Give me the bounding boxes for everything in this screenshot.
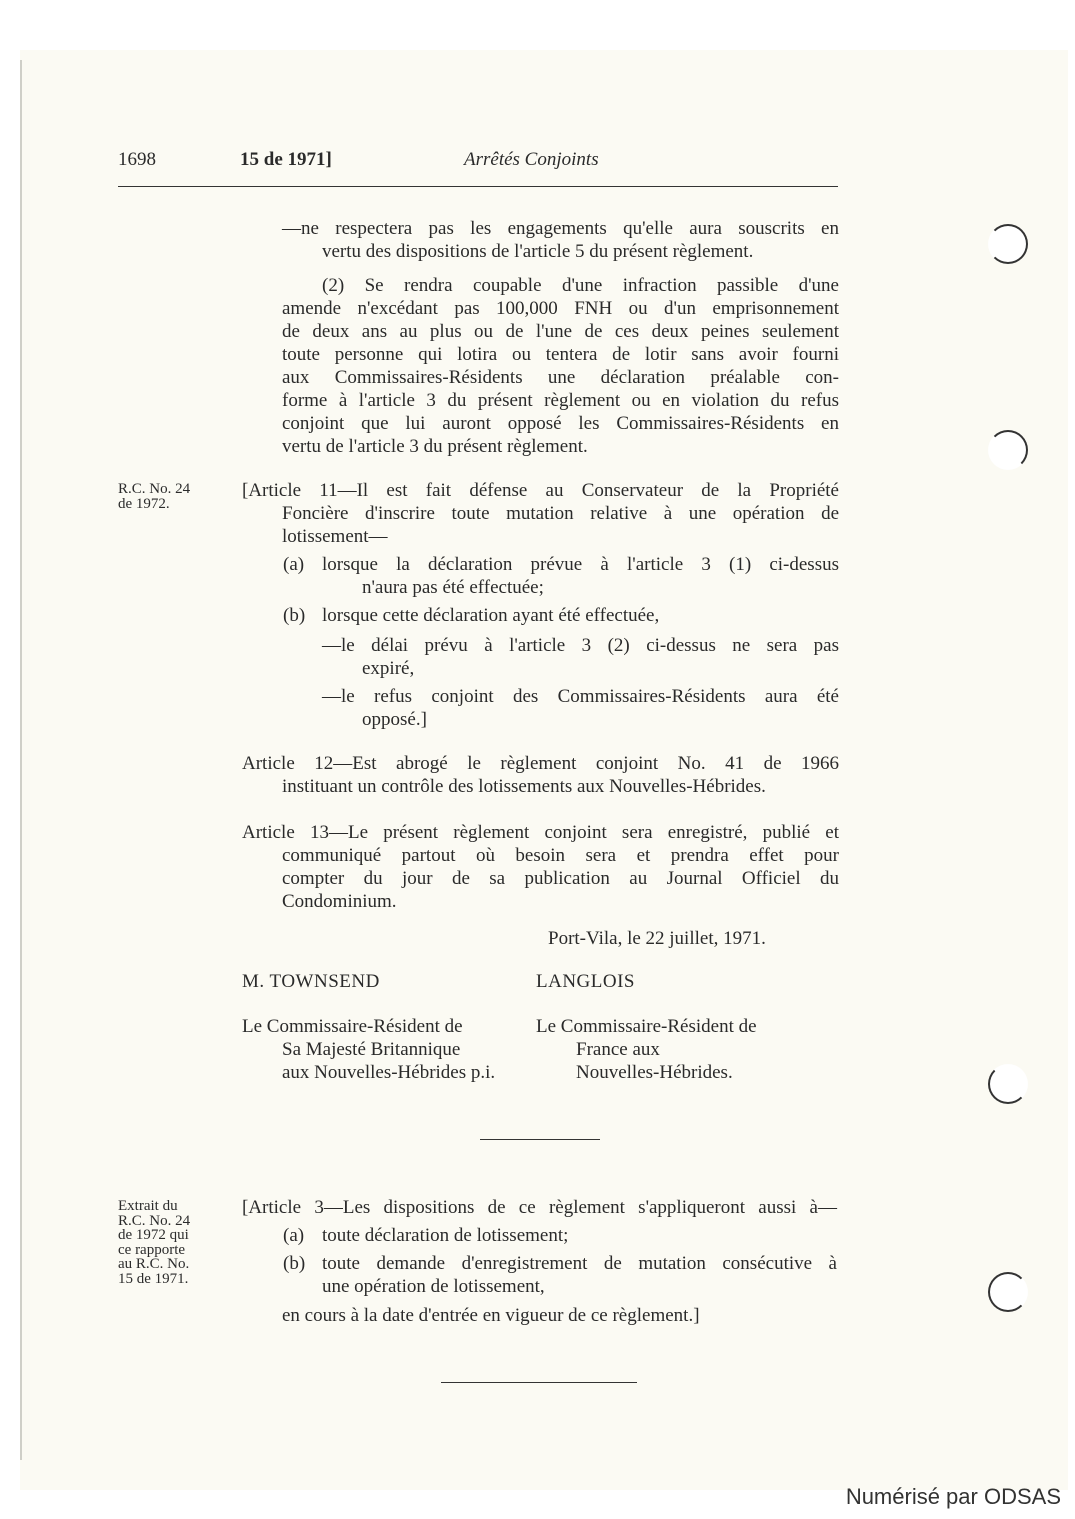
signatory-left-title-2: Sa Majesté Britannique <box>282 1039 461 1060</box>
article11-line-3: lotissement— <box>282 526 388 547</box>
signatory-right-title-3: Nouvelles-Hébrides. <box>576 1062 733 1083</box>
binder-hole-2 <box>988 430 1028 470</box>
binder-hole-3 <box>988 1064 1028 1104</box>
para2-line-8: vertu de l'article 3 du présent règlement. <box>282 436 588 457</box>
page-number: 1698 <box>118 149 156 170</box>
binder-hole-4 <box>988 1272 1028 1312</box>
para2-line-1: (2) Se rendra coupable d'une infraction passible d'une <box>322 275 839 296</box>
margin-note-2-line: de 1972 qui <box>118 1227 189 1243</box>
place-date: Port-Vila, le 22 juillet, 1971. <box>548 928 766 949</box>
article3-a-line-1: toute déclaration de lotissement; <box>322 1225 569 1246</box>
article11-dash2-line-2: opposé.] <box>362 709 427 730</box>
margin-note-2-line: Extrait du <box>118 1198 178 1214</box>
para1-line-2: vertu des dispositions de l'article 5 du présent règlement. <box>322 241 754 262</box>
article12-line-2: instituant un contrôle des lotissements aux Nouvelles-Hébrides. <box>282 776 766 797</box>
margin-note-1-line: R.C. No. 24 <box>118 481 191 497</box>
article11-line-1: [Article 11—Il est fait défense au Conservateur de la Propriété <box>242 480 839 501</box>
end-rule <box>441 1382 637 1383</box>
signatory-right-title-2: France aux <box>576 1039 660 1060</box>
signatory-right-title-1: Le Commissaire-Résident de <box>536 1016 757 1037</box>
article11-a-line-2: n'aura pas été effectuée; <box>362 577 544 598</box>
article11-b-label: (b) <box>283 605 306 626</box>
article3-b-line-2: une opération de lotissement, <box>322 1276 545 1297</box>
margin-note-2-line: au R.C. No. <box>118 1256 190 1272</box>
article13-line-1: Article 13—Le présent règlement conjoint sera enregistré, publié et <box>242 822 839 843</box>
article11-b-line-1: lorsque cette déclaration ayant été effectuée, <box>322 605 660 626</box>
margin-note-2 <box>118 1199 190 1286</box>
margin-note-1 <box>118 482 190 511</box>
article3-b-label: (b) <box>283 1253 306 1274</box>
para2-line-3: de deux ans au plus ou de l'une de ces deux peines seulement <box>282 321 839 342</box>
article3-line-1: [Article 3—Les dispositions de ce règlement s'appliqueront aussi à— <box>242 1197 837 1218</box>
para2-line-7: conjoint que lui auront opposé les Commissaires-Résidents en <box>282 413 839 434</box>
signatory-right-name: LANGLOIS <box>536 971 635 992</box>
signatory-left-name: M. TOWNSEND <box>242 971 380 992</box>
article3-b-line-1: toute demande d'enregistrement de mutation consécutive à <box>322 1253 837 1274</box>
article13-line-3: compter du jour de sa publication au Journal Officiel du <box>282 868 839 889</box>
header-title: Arrêtés Conjoints <box>464 149 599 170</box>
margin-note-2-line: 15 de 1971. <box>118 1270 189 1287</box>
signatory-left-title-1: Le Commissaire-Résident de <box>242 1016 463 1037</box>
article11-line-2: Foncière d'inscrire toute mutation relative à une opération de <box>282 503 839 524</box>
para2-line-4: toute personne qui lotira ou tentera de lotir sans avoir fourni <box>282 344 839 365</box>
para2-line-6: forme à l'article 3 du présent règlement ou en violation du refus <box>282 390 839 411</box>
article11-dash1-line-1: —le délai prévu à l'article 3 (2) ci-dessus ne sera pas <box>322 635 839 656</box>
section-divider <box>480 1139 600 1140</box>
article11-a-label: (a) <box>283 554 305 575</box>
article11-a-line-1: lorsque la déclaration prévue à l'article 3 (1) ci-dessus <box>322 554 839 575</box>
article12-line-1: Article 12—Est abrogé le règlement conjoint No. 41 de 1966 <box>242 753 839 774</box>
para1-line-1: —ne respectera pas les engagements qu'elle aura souscrits en <box>282 218 839 239</box>
article13-line-4: Condominium. <box>282 891 397 912</box>
para2-line-2: amende n'excédant pas 100,000 FNH ou d'un emprisonnement <box>282 298 839 319</box>
article3-a-label: (a) <box>283 1225 305 1246</box>
article11-dash2-line-1: —le refus conjoint des Commissaires-Résidents aura été <box>322 686 839 707</box>
article3-closing: en cours à la date d'entrée en vigueur de ce règlement.] <box>282 1305 700 1326</box>
header-reference: 15 de 1971] <box>240 149 332 170</box>
header-rule <box>118 186 838 187</box>
margin-note-1-line: de 1972. <box>118 495 170 512</box>
article13-line-2: communiqué partout où besoin sera et prendra effet pour <box>282 845 839 866</box>
digitization-watermark: Numérisé par ODSAS <box>845 1484 1061 1509</box>
article11-dash1-line-2: expiré, <box>362 658 415 679</box>
page-edge <box>20 60 22 1460</box>
margin-note-2-line: R.C. No. 24 <box>118 1212 191 1229</box>
binder-hole-1 <box>988 224 1028 264</box>
signatory-left-title-3: aux Nouvelles-Hébrides p.i. <box>282 1062 496 1083</box>
para2-line-5: aux Commissaires-Résidents une déclaration préalable con- <box>282 367 839 388</box>
margin-note-2-line: ce rapporte <box>118 1241 186 1258</box>
